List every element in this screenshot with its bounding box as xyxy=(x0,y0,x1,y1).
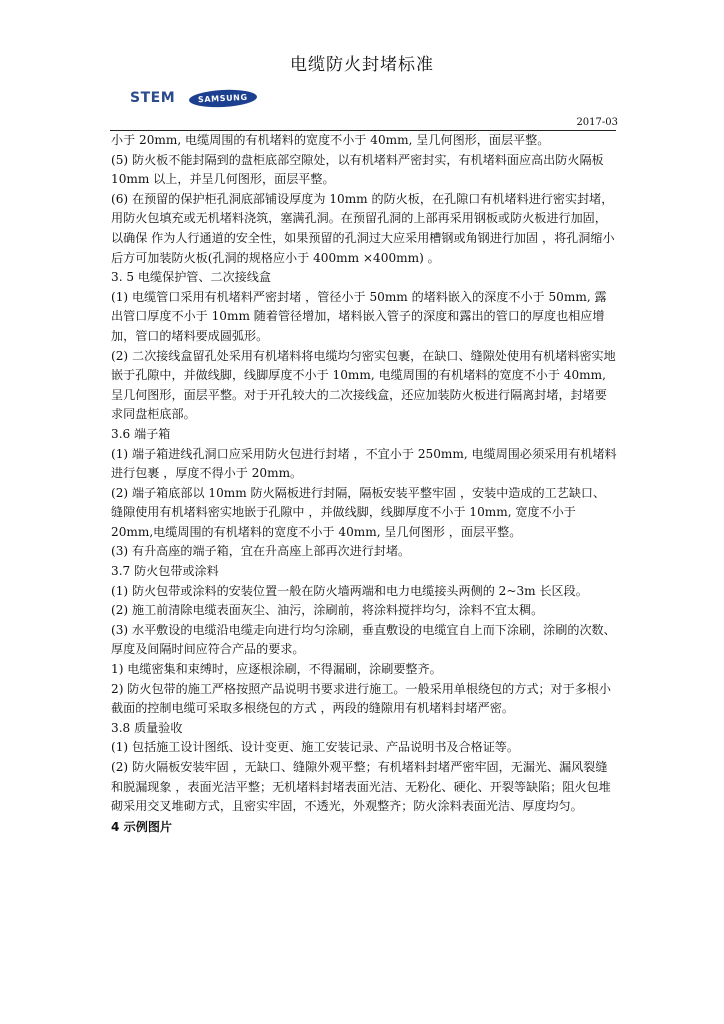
paragraph: (1) 包括施工设计图纸、设计变更、施工安装记录、产品说明书及合格证等。 xyxy=(111,740,519,755)
paragraph: (3) 有升高座的端子箱，宜在升高座上部再次进行封堵。 xyxy=(111,544,411,559)
paragraph: (3) 水平敷设的电缆沿电缆走向进行均匀涂刷，垂直敷设的电缆宜自上而下涂刷，涂刷的次数、厚度及间隔时间应符合产品的要求。 xyxy=(111,622,616,657)
paragraph: 1) 电缆密集和束缚时，应逐根涂刷，不得漏刷，涂刷要整齐。 xyxy=(111,662,442,677)
paragraph: (1) 端子箱进线孔洞口应采用防火包进行封堵 ，不宜小于 250mm, 电缆周围必须采用有机堵料进行包裹 ，厚度不得小于 20mm。 xyxy=(111,446,617,481)
paragraph: 2) 防火包带的施工严格按照产品说明书要求进行施工。一般采用单根绕包的方式；对于多根小截面的控制电缆可采取多根绕包的方式 ，两段的缝隙用有机堵料封堵严密。 xyxy=(111,681,612,716)
paragraph: (2) 施工前清除电缆表面灰尘、油污，涂刷前，将涂料搅拌均匀，涂料不宜太稠。 xyxy=(111,603,544,618)
header-date: 2017-03 xyxy=(576,117,618,128)
subheading: 3.6 端子箱 xyxy=(111,426,171,441)
paragraph: 小于 20mm, 电缆周围的有机堵料的宽度不小于 40mm, 呈几何图形，面层平整。 xyxy=(111,133,550,147)
header-logos xyxy=(130,86,257,110)
subheading: 3.8 质量验收 xyxy=(111,720,183,735)
paragraph: (2) 防火隔板安装牢固 ，无缺口、缝隙外观平整；有机堵料封堵严密牢固，无漏光、漏风裂缝和脱漏现象 ，表面光洁平整；无机堵料封堵表面光洁、无粉化、硬化、开裂等缺陷；阻火包堆砌采用交叉堆砌方式，且密实牢固，不透光，外观整齐；防火涂料表面光洁、厚度均匀。 xyxy=(111,760,611,814)
document-body xyxy=(111,131,617,837)
document-title: 电缆防火封堵标准 xyxy=(290,55,434,75)
paragraph: (6) 在预留的保护柜孔洞底部铺设厚度为 10mm 的防火板，在孔隙口有机堵料进行密实封堵，用防火包填充或无机堵料浇筑，塞满孔洞。在预留孔洞的上部再采用钢板或防火板进行加固，以确保 作为人行通道的安全性，如果预留的孔洞过大应采用槽钢或角钢进行加固 ，将孔洞缩小后方可加装防火板(孔洞的规格应小于 400mm ×400mm) 。 xyxy=(111,191,615,265)
paragraph: (5) 防火板不能封隔到的盘柜底部空隙处，以有机堵料严密封实，有机堵料面应高出防火隔板 10mm 以上，并呈几何图形，面层平整。 xyxy=(111,152,604,187)
paragraph: (1) 防火包带或涂料的安装位置一般在防火墙两端和电力电缆接头两侧的 2~3m 长区段。 xyxy=(111,583,588,598)
samsung-logo: SAMSUNG xyxy=(189,88,257,109)
subheading: 3.7 防火包带或涂料 xyxy=(111,564,219,579)
section-heading: 4 示例图片 xyxy=(111,819,173,834)
paragraph: (2) 二次接线盒留孔处采用有机堵料将电缆均匀密实包裹，在缺口、缝隙处使用有机堵料密实地嵌于孔隙中，并做线脚，线脚厚度不小于 10mm, 电缆周围的有机堵料的宽度不小于 40mm,呈几何图形，面层平整。对于开孔较大的二次接线盒，还应加装防火板进行隔离封堵，封堵要求同盘柜底部。 xyxy=(111,348,616,422)
paragraph: (2) 端子箱底部以 10mm 防火隔板进行封隔，隔板安装平整牢固 ，安装中造成的工艺缺口、缝隙使用有机堵料密实地嵌于孔隙中 ，并做线脚，线脚厚度不小于 10mm, 宽度不小于 20mm,电缆周围的有机堵料的宽度不小于 40mm, 呈几何图形 ，面层平整。 xyxy=(111,485,606,539)
paragraph: (1) 电缆管口采用有机堵料严密封堵 ，管径小于 50mm 的堵料嵌入的深度不小于 50mm, 露出管口厚度不小于 10mm 随着管径增加，堵料嵌入管子的深度和露出的管口的厚度也相应增加，管口的堵料要成圆弧形。 xyxy=(111,289,607,343)
subheading: 3. 5 电缆保护管、二次接线盒 xyxy=(111,270,271,285)
stem-logo: STEM xyxy=(130,90,176,106)
